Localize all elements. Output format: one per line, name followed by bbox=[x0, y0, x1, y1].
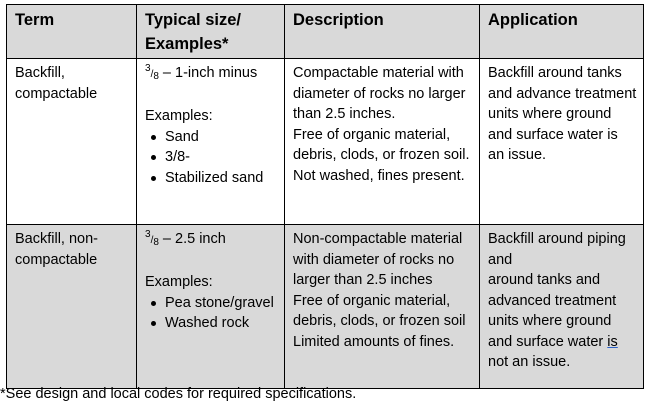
specification-table bbox=[6, 4, 644, 389]
examples-label: Examples: bbox=[145, 274, 213, 290]
header-term: Term bbox=[7, 5, 137, 59]
size-range bbox=[145, 229, 278, 252]
application-line: Backfill around piping and bbox=[488, 231, 626, 268]
size-range-text: – 1-inch minus bbox=[158, 65, 258, 81]
table-header-row bbox=[7, 5, 644, 59]
fraction: $^3/_8$ bbox=[145, 229, 159, 248]
list-item: 3/8- bbox=[145, 147, 278, 168]
description-paragraph: Non-compactable material with diameter of rocks no larger than 2.5 inches bbox=[293, 231, 463, 288]
description-paragraph: Not washed, fines present. bbox=[293, 167, 465, 184]
header-size: Typical size/ Examples* bbox=[137, 5, 285, 59]
list-item: Stabilized sand bbox=[145, 168, 278, 189]
footnote: *See design and local codes for required specifications. bbox=[0, 386, 357, 402]
fraction-numerator: 3 bbox=[145, 229, 151, 240]
list-item: Sand bbox=[145, 127, 278, 148]
cell-term: Backfill, compactable bbox=[7, 59, 137, 225]
table-row bbox=[7, 225, 644, 389]
cell-term: Backfill, non-compactable bbox=[7, 225, 137, 389]
header-description: Description bbox=[285, 5, 480, 59]
list-item: Washed rock bbox=[145, 313, 278, 334]
description-paragraph: Limited amounts of fines. bbox=[293, 333, 455, 350]
examples-label: Examples: bbox=[145, 108, 213, 124]
cell-size bbox=[137, 59, 285, 225]
spellcheck-word: is bbox=[607, 333, 618, 350]
description-paragraph: Compactable material with diameter of rocks no larger than 2.5 inches. bbox=[293, 65, 466, 122]
size-range bbox=[145, 63, 278, 86]
list-item: Pea stone/gravel bbox=[145, 293, 278, 314]
cell-description bbox=[285, 225, 480, 389]
examples-list bbox=[145, 127, 278, 189]
cell-application bbox=[480, 225, 644, 389]
fraction: $^3/_8$ bbox=[145, 63, 159, 82]
cell-size bbox=[137, 225, 285, 389]
fraction-denominator: 8 bbox=[153, 237, 159, 248]
application-text: around tanks and advanced treatment units where ground and surface water bbox=[488, 272, 617, 350]
fraction-denominator: 8 bbox=[153, 71, 159, 82]
examples-list bbox=[145, 293, 278, 334]
application-paragraph: Backfill around tanks and advance treatment units where ground and surface water is an issue. bbox=[488, 65, 637, 163]
application-text-end: not an issue. bbox=[488, 354, 571, 370]
header-application: Application bbox=[480, 5, 644, 59]
cell-description bbox=[285, 59, 480, 225]
cell-application bbox=[480, 59, 644, 225]
description-paragraph: Free of organic material, debris, clods, or frozen soil. bbox=[293, 126, 470, 163]
table-row bbox=[7, 59, 644, 225]
fraction-numerator: 3 bbox=[145, 63, 151, 74]
size-range-text: – 2.5 inch bbox=[158, 231, 226, 247]
application-paragraph bbox=[488, 270, 637, 373]
description-paragraph: Free of organic material, debris, clods, or frozen soil bbox=[293, 292, 466, 329]
